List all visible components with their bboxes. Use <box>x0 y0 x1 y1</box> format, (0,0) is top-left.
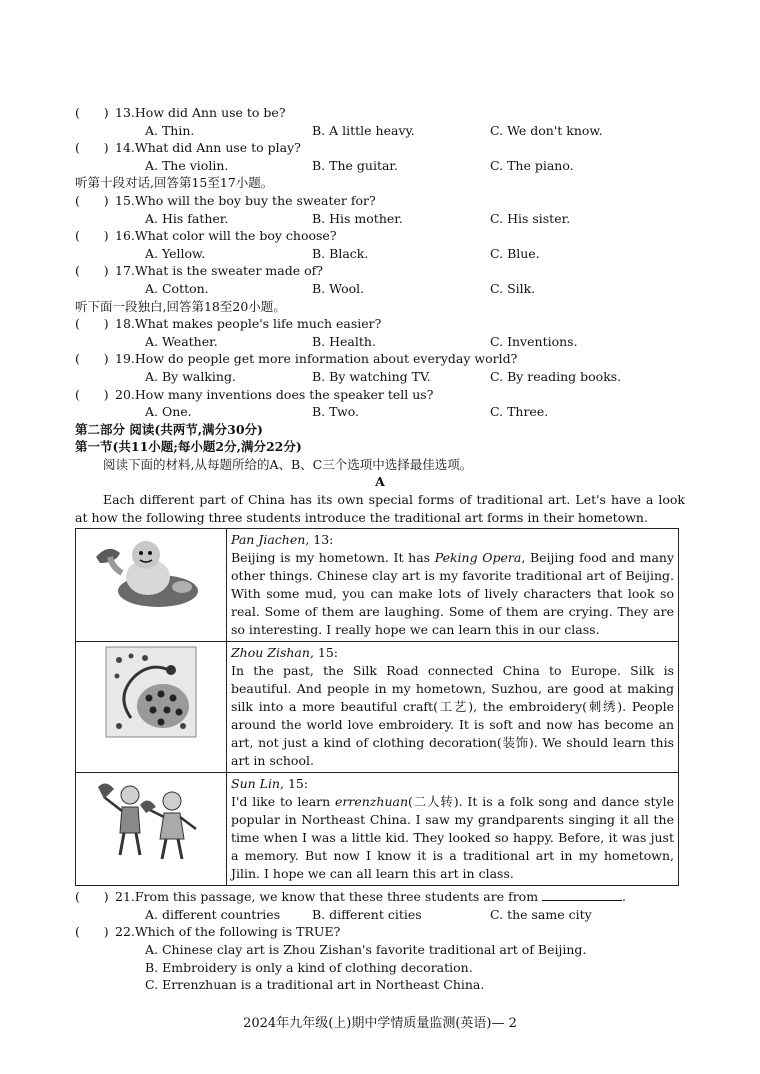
section-1-heading: 第一节(共11小题;每小题2分,满分22分) <box>75 439 302 455</box>
monologue-heading: 听下面一段独白,回答第18至20小题。 <box>75 298 286 314</box>
option-c: C. Three. <box>490 404 549 420</box>
question-number: 18. <box>115 316 135 332</box>
option-c: C. the same city <box>490 906 592 922</box>
option-b: B. Wool. <box>312 280 365 296</box>
option-c: C. The piano. <box>490 157 574 173</box>
question-17 <box>75 262 685 297</box>
option-a: A. Yellow. <box>145 245 206 261</box>
option-b: B. Embroidery is only a kind of clothing decoration. <box>145 959 473 975</box>
table-row <box>76 642 679 773</box>
question-text: How did Ann use to be? <box>134 105 286 120</box>
answer-paren[interactable]: ( ) <box>75 316 109 332</box>
passage-letter: A <box>375 474 385 490</box>
question-number: 22. <box>115 924 135 940</box>
answer-paren[interactable]: ( ) <box>75 263 109 279</box>
question-16 <box>75 227 685 262</box>
option-c: C. We don't know. <box>490 122 603 138</box>
clay-figure-icon <box>86 533 216 613</box>
section-10-heading: 听第十段对话,回答第15至17小题。 <box>75 175 274 191</box>
peacock-embroidery-icon <box>105 646 197 738</box>
question-22 <box>75 923 685 993</box>
question-13 <box>75 104 685 139</box>
answer-paren[interactable]: ( ) <box>75 140 109 156</box>
student-text: Sun Lin, 15: I'd like to learn errenzhuan(二人转). It is a folk song and dance style popular in Northeast China. I saw my grandparents singing it all the time when I was a little kid. They looked so happy. Before, it was just a memory. But now I know it is a traditional art in my hometown, Jilin. I hope we can all learn this art in class. <box>227 773 679 886</box>
question-text: How do people get more information about everyday world? <box>134 351 518 367</box>
option-b: B. The guitar. <box>312 157 398 173</box>
option-a: A. One. <box>145 404 192 420</box>
question-text: From this passage, we know that these three students are from <box>134 889 539 905</box>
student-name: Sun Lin <box>231 776 280 792</box>
option-c: C. Inventions. <box>490 333 578 349</box>
option-a: A. Cotton. <box>145 280 209 296</box>
answer-paren[interactable]: ( ) <box>75 105 109 120</box>
answer-paren[interactable]: ( ) <box>75 386 109 402</box>
answer-paren[interactable]: ( ) <box>75 228 109 244</box>
option-b: B. different cities <box>312 906 422 922</box>
passage-intro: Each different part of China has its own special forms of traditional art. Let's have a look at how the following three students introduce the traditional art forms in their hometown. <box>75 492 685 525</box>
answer-paren[interactable]: ( ) <box>75 889 109 905</box>
student-name: Pan Jiachen <box>231 532 306 548</box>
option-a: A. Weather. <box>145 333 218 349</box>
question-text: Which of the following is TRUE? <box>134 924 341 940</box>
option-b: B. Black. <box>312 245 369 261</box>
option-a: A. The violin. <box>145 157 229 173</box>
option-c: C. By reading books. <box>490 368 622 384</box>
option-c: C. Blue. <box>490 245 540 261</box>
option-b: B. His mother. <box>312 210 403 226</box>
question-number: 20. <box>115 386 135 402</box>
answer-blank[interactable] <box>542 889 622 901</box>
part-2-heading: 第二部分 阅读(共两节,满分30分) <box>75 421 263 437</box>
question-number: 21. <box>115 889 135 905</box>
question-text: How many inventions does the speaker tell us? <box>134 386 434 402</box>
answer-paren[interactable]: ( ) <box>75 351 109 367</box>
question-14 <box>75 139 685 174</box>
option-a: A. Chinese clay art is Zhou Zishan's favorite traditional art of Beijing. <box>145 942 587 958</box>
picture-cell <box>76 642 227 773</box>
option-b: B. Health. <box>312 333 376 349</box>
option-a: A. By walking. <box>145 368 236 384</box>
question-18 <box>75 315 685 350</box>
option-c: C. Silk. <box>490 280 536 296</box>
table-row <box>76 773 679 886</box>
exam-page <box>75 104 685 994</box>
student-text: Pan Jiachen, 13: Beijing is my hometown. It has Peking Opera, Beijing food and many other things. Chinese clay art is my favorite traditional art of Beijing. With some mud, you can make lots of lively characters that look so real. Some of them are laughing. Some of them are crying. They are so interesting. I really hope we can learn this in our class. <box>227 529 679 642</box>
answer-paren[interactable]: ( ) <box>75 924 109 940</box>
question-text: What color will the boy choose? <box>134 228 337 244</box>
option-b: B. By watching TV. <box>312 368 431 384</box>
question-19 <box>75 350 685 385</box>
question-number: 16. <box>115 228 135 244</box>
reading-instruction: 阅读下面的材料,从每题所给的A、B、C三个选项中选择最佳选项。 <box>103 456 473 472</box>
question-number: 14. <box>115 140 135 156</box>
question-number: 13. <box>115 105 135 120</box>
errenzhuan-dancers-icon <box>96 777 206 863</box>
student-name: Zhou Zishan <box>231 645 310 661</box>
option-a: A. Thin. <box>145 122 195 138</box>
question-text: What makes people's life much easier? <box>134 316 382 332</box>
question-text: Who will the boy buy the sweater for? <box>134 192 376 208</box>
picture-cell <box>76 773 227 886</box>
option-b: B. A little heavy. <box>312 122 415 138</box>
question-text: What is the sweater made of? <box>134 263 323 279</box>
question-number: 15. <box>115 192 135 208</box>
option-c: C. His sister. <box>490 210 571 226</box>
answer-paren[interactable]: ( ) <box>75 192 109 208</box>
option-a: A. His father. <box>145 210 229 226</box>
question-text: What did Ann use to play? <box>134 140 301 156</box>
question-20 <box>75 386 685 421</box>
question-15 <box>75 192 685 227</box>
option-b: B. Two. <box>312 404 360 420</box>
question-number: 19. <box>115 351 135 367</box>
page-footer: 2024年九年级(上)期中学情质量监测(英语)— 2 <box>243 1016 517 1031</box>
question-number: 17. <box>115 263 135 279</box>
table-row <box>76 529 679 642</box>
student-table <box>75 528 679 886</box>
option-c: C. Errenzhuan is a traditional art in Northeast China. <box>145 977 485 993</box>
student-text: Zhou Zishan, 15: In the past, the Silk Road connected China to Europe. Silk is beautiful. And people in my hometown, Suzhou, are good at making silk into a more beautiful craft(工艺), the embroidery(刺绣). People around the world love embroidery. It is soft and now has become an art, not just a kind of clothing decoration(装饰). We should learn this art in school. <box>227 642 679 773</box>
picture-cell <box>76 529 227 642</box>
question-21: ( ) 21.From this passage, we know that these three students are from . A. different countries B. different cities C. the same city <box>75 889 627 922</box>
option-a: A. different countries <box>145 906 281 922</box>
